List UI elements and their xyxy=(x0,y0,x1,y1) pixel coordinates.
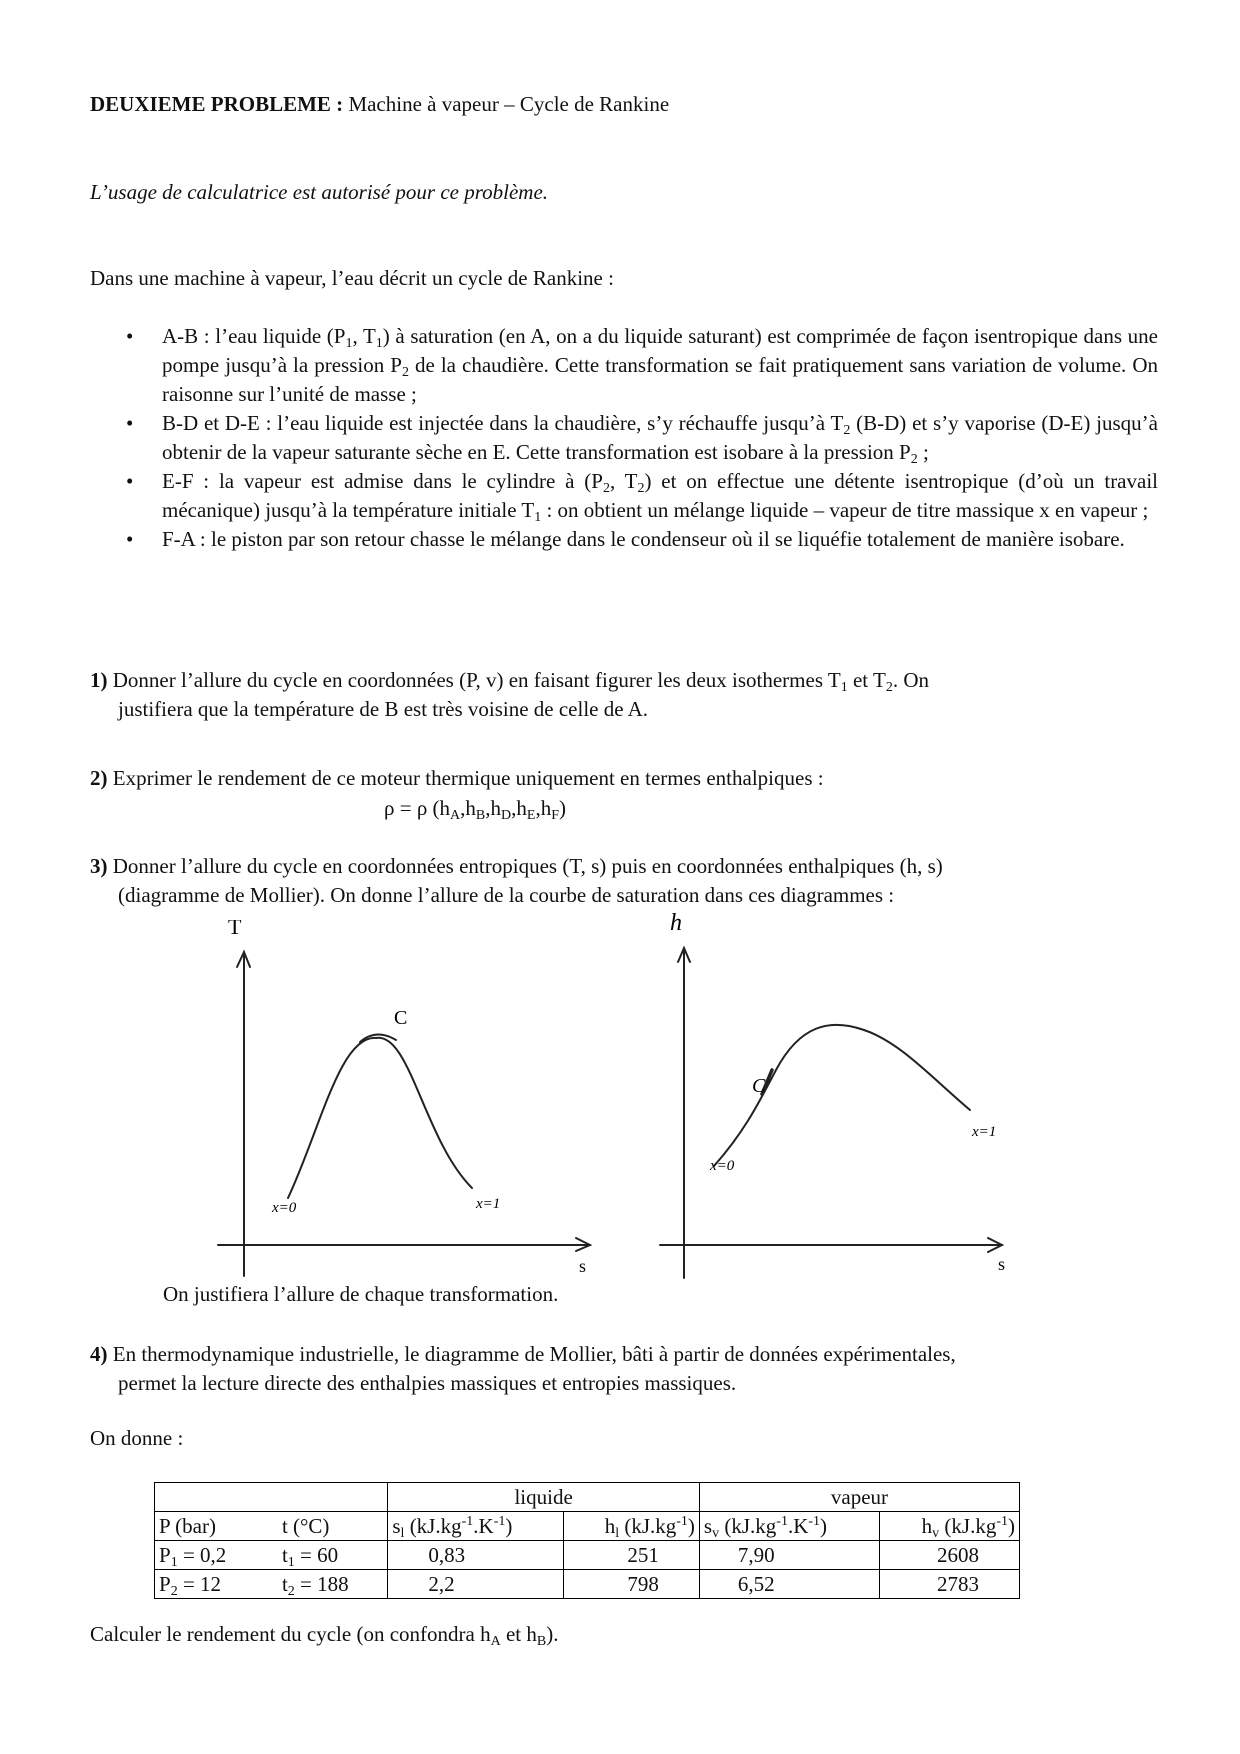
col-header-temperature: t (°C) xyxy=(258,1512,388,1541)
cell-hv: 2608 xyxy=(880,1541,1020,1570)
table-header-row xyxy=(155,1512,1020,1541)
saturated-vapor-label: x=1 xyxy=(972,1124,997,1140)
list-item: • F-A : le piston par son retour chasse le mélange dans le condenseur où il se liquéfie totalement de manière isobare. xyxy=(162,525,1158,554)
saturated-vapor-label: x=1 xyxy=(476,1196,501,1212)
group-vapor-header: vapeur xyxy=(699,1483,1019,1512)
t-axis-label: T xyxy=(228,920,242,939)
table-header-group-row xyxy=(155,1483,1020,1512)
hs-diagram xyxy=(650,900,1030,1280)
bullet-icon: • xyxy=(126,411,134,435)
group-liquid-header: liquide xyxy=(388,1483,700,1512)
list-item: • E-F : la vapeur est admise dans le cylindre à ($P_2$, $T_2$) et on effectue une détente isentropique (d’où un travail mécanique) jusqu’à la température initiale $T_1$ : on obtient un mélange liquide – vapeur de titre massique x en vapeur ; xyxy=(126,469,1158,525)
question-2: 2) Exprimer le rendement de ce moteur thermique uniquement en termes enthalpiques : xyxy=(90,766,824,790)
calculator-note: L’usage de calculatrice est autorisé pour ce problème. xyxy=(90,180,549,204)
cell-sv: 6,52 xyxy=(699,1570,879,1599)
cell-sl: 0,83 xyxy=(388,1541,564,1570)
bullet-icon: • xyxy=(126,469,134,493)
cell-pressure: $P_1 = 0,2$ xyxy=(155,1541,258,1570)
table-row xyxy=(155,1541,1020,1570)
ts-diagram xyxy=(200,920,600,1280)
s-axis-label: s xyxy=(998,1254,1006,1274)
cycle-steps-list xyxy=(126,322,1158,554)
question-3: 3) Donner l’allure du cycle en coordonnées entropiques (T, s) puis en coordonnées enthalpiques (h, s) (diagramme de Mollier). On donne l’allure de la courbe de saturation dans ces diagrammes : xyxy=(90,854,943,907)
critical-point-label: C xyxy=(752,1075,766,1097)
bullet-icon: • xyxy=(126,527,134,551)
col-header-hv: $h_v$ $(kJ.kg^{-1})$ xyxy=(880,1512,1020,1541)
col-header-hl: $h_l$ $(kJ.kg^{-1})$ xyxy=(564,1512,699,1541)
saturated-liquid-label: x=0 xyxy=(272,1200,297,1216)
col-header-pressure: P (bar) xyxy=(155,1512,258,1541)
saturation-curve xyxy=(288,1038,472,1198)
cell-hl: 798 xyxy=(564,1570,699,1599)
cell-temperature: $t_1 = 60$ xyxy=(258,1541,388,1570)
cell-pressure: $P_2 = 12$ xyxy=(155,1570,258,1599)
table-row xyxy=(155,1570,1020,1599)
cell-sl: 2,2 xyxy=(388,1570,564,1599)
h-axis-label: h xyxy=(670,910,682,936)
s-axis-label: s xyxy=(579,1256,587,1276)
saturation-data-table xyxy=(154,1482,1020,1599)
problem-heading: DEUXIEME PROBLEME : Machine à vapeur – Cycle de Rankine xyxy=(90,92,670,116)
given-data-label: On donne : xyxy=(90,1426,184,1450)
intro-text: Dans une machine à vapeur, l’eau décrit un cycle de Rankine : xyxy=(90,266,614,290)
bullet-icon: • xyxy=(126,324,134,348)
cell-sv: 7,90 xyxy=(699,1541,879,1570)
list-item: • B-D et D-E : l’eau liquide est injectée dans la chaudière, s’y réchauffe jusqu’à $T_2$ (B-D) et s’y vaporise (D-E) jusqu’à obtenir de la vapeur saturante sèche en E. Cette transformation est isobare à la pression $P_2$ ; xyxy=(126,411,1158,467)
col-header-sv: $s_v$ $(kJ.kg^{-1}.K^{-1})$ xyxy=(699,1512,879,1541)
question-4: 4) En thermodynamique industrielle, le diagramme de Mollier, bâti à partir de données expérimentales, permet la lecture directe des enthalpies massiques et entropies massiques. xyxy=(90,1342,956,1395)
justify-note: On justifiera l’allure de chaque transformation. xyxy=(163,1282,559,1306)
list-item: • A-B : l’eau liquide ($P_1$, $T_1$) à saturation (en A, on a du liquide saturant) est comprimée de façon isentropique dans une pompe jusqu’à la pression $P_2$ de la chaudière. Cette transformation se fait pratiquement sans variation de volume. On raisonne sur l’unité de masse ; xyxy=(126,324,1158,406)
col-header-sl: $s_l$ $(kJ.kg^{-1}.K^{-1})$ xyxy=(388,1512,564,1541)
cell-temperature: $t_2 = 188$ xyxy=(258,1570,388,1599)
cell-hl: 251 xyxy=(564,1541,699,1570)
critical-point-label: C xyxy=(394,1007,408,1029)
cell-hv: 2783 xyxy=(880,1570,1020,1599)
question-1: 1) Donner l’allure du cycle en coordonnées (P, v) en faisant figurer les deux isothermes $T_1$ et $T_2$. On justifiera que la température de B est très voisine de celle de A. xyxy=(90,668,929,721)
final-question: Calculer le rendement du cycle (on confondra $h_A$ et $h_B$). xyxy=(90,1622,559,1649)
saturated-liquid-label: x=0 xyxy=(710,1158,735,1174)
efficiency-formula: ρ = ρ $(h_A,h_B,h_D,h_E,h_F)$ xyxy=(384,796,566,823)
